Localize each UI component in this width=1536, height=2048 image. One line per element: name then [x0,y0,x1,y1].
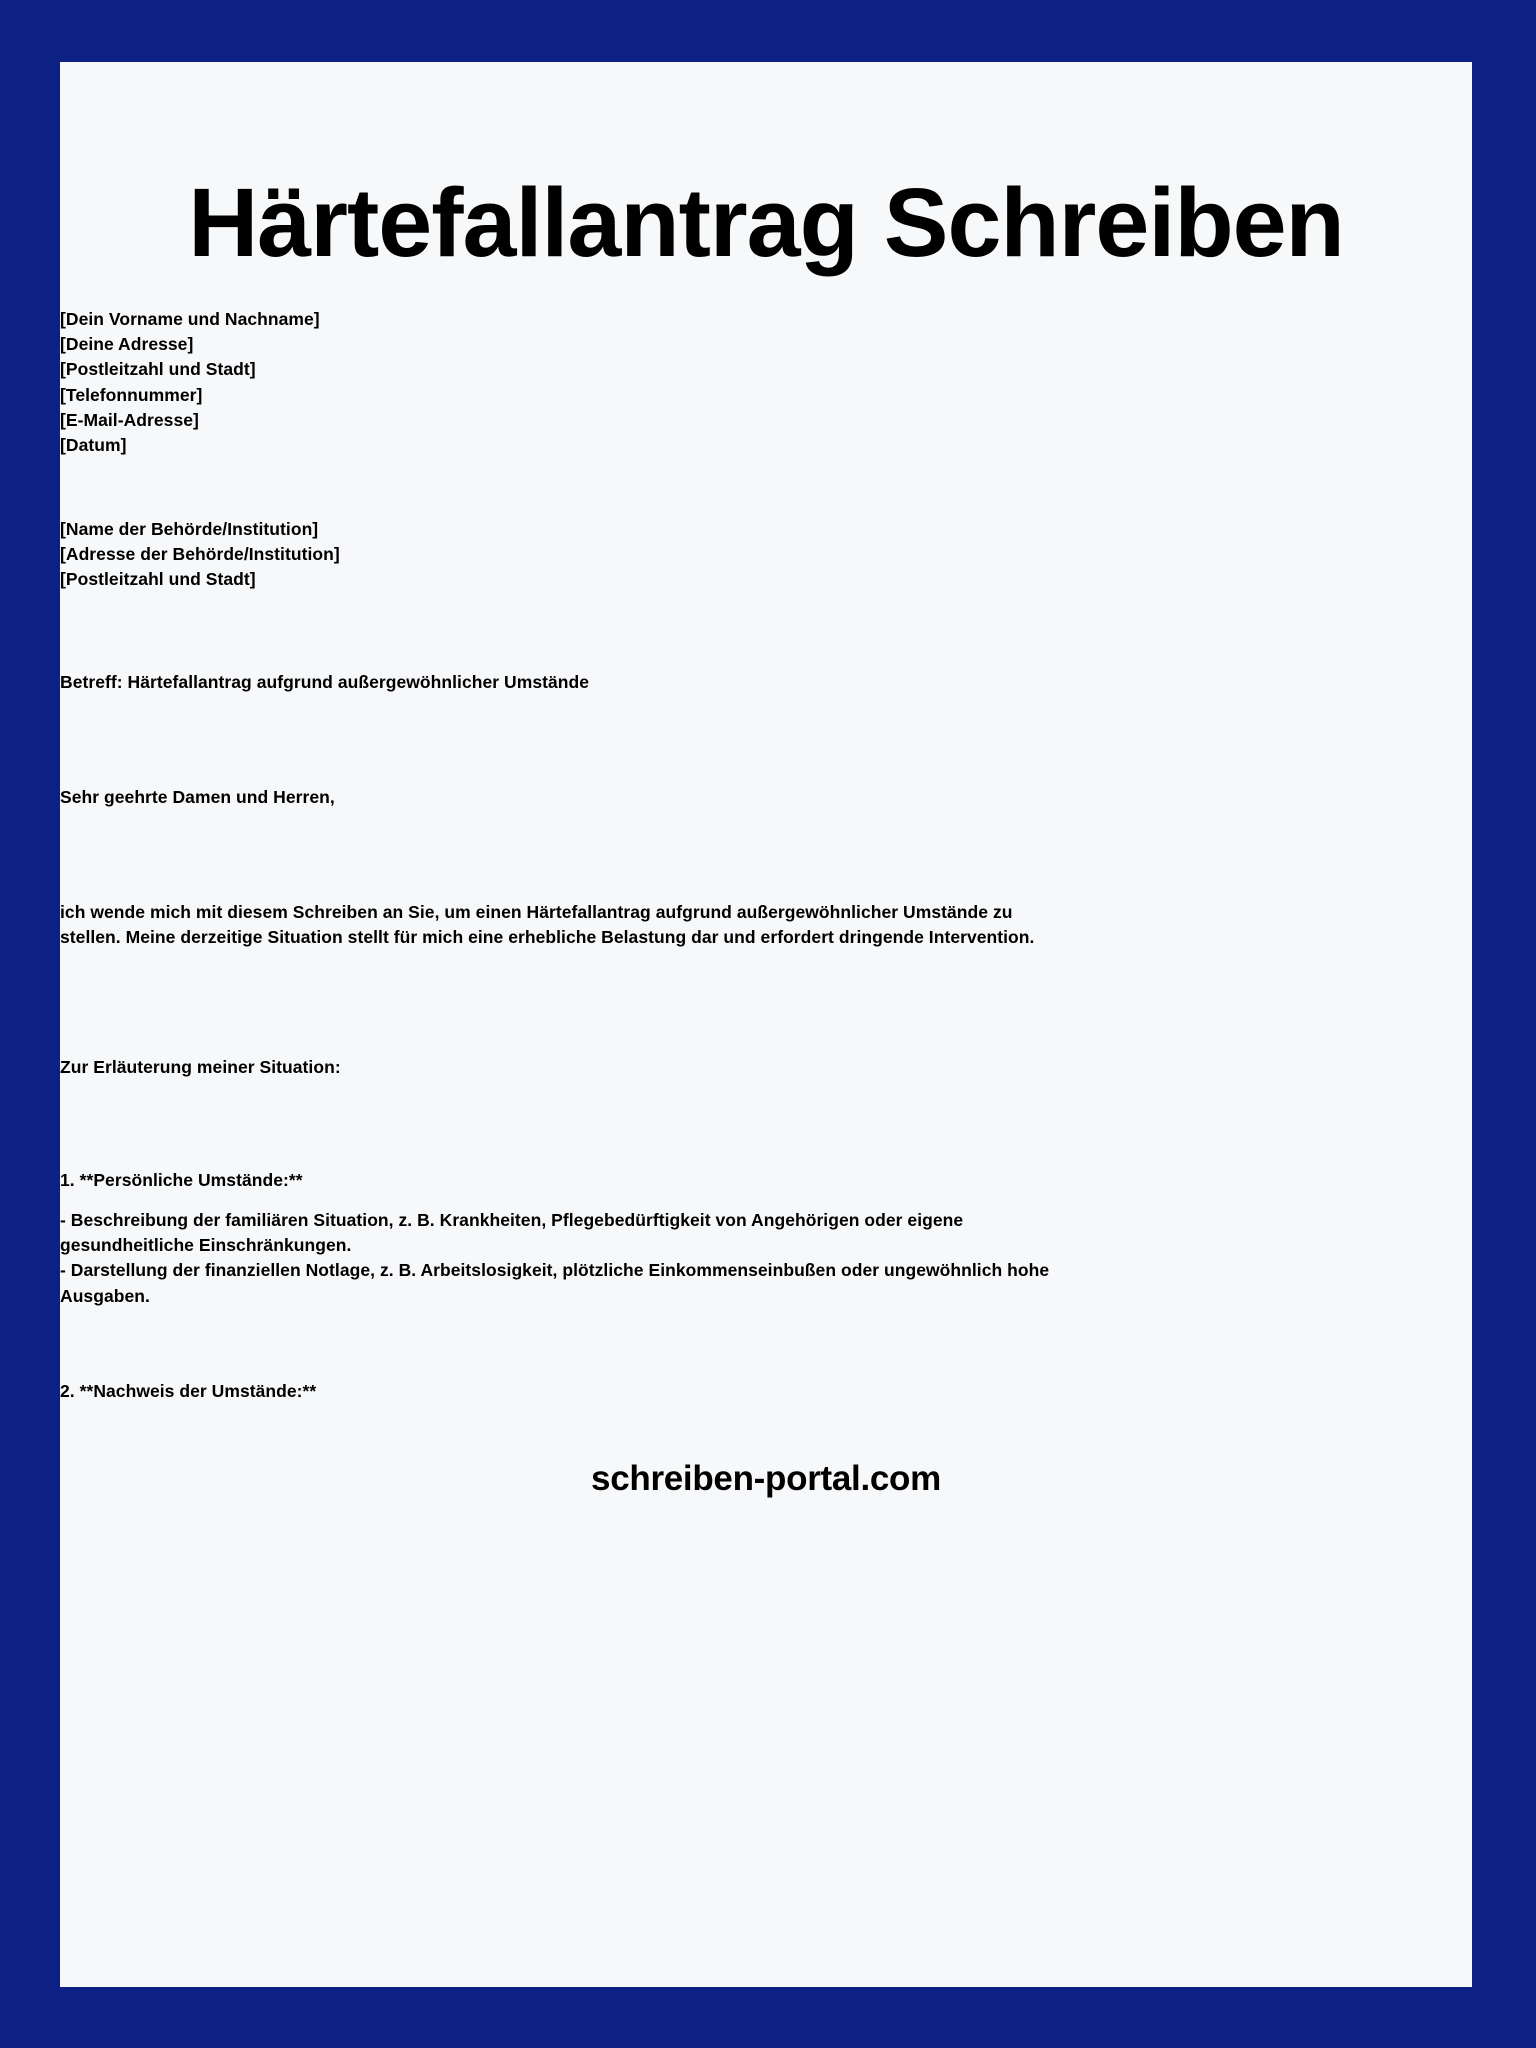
explanation-lead-text: Zur Erläuterung meiner Situation: [60,1057,341,1077]
recipient-line: [Name der Behörde/Institution] [60,519,319,539]
sender-address-block [60,307,320,458]
sender-line: [E-Mail-Adresse] [60,409,199,430]
subject-line [60,670,589,695]
salutation-text: Sehr geehrte Damen und Herren, [60,787,335,807]
document-sheet [60,62,1472,1987]
sender-line: [Deine Adresse] [60,334,194,355]
intro-paragraph-text: ich wende mich mit diesem Schreiben an Sie, um einen Härtefallantrag aufgrund außergewöhnlicher Umstände zu stellen. Meine derzeitige Situation stellt für mich eine erhebliche Belastung dar und erfordert dringende Intervention. [60,902,1035,948]
subject-text: Betreff: Härtefallantrag aufgrund außergewöhnlicher Umstände [60,672,590,692]
sender-line: [Postleitzahl und Stadt] [60,359,256,380]
salutation [60,785,335,810]
section-1-bullets [60,1208,1070,1309]
explanation-lead [60,1055,341,1080]
page-title: Härtefallantrag Schreiben [188,168,1344,277]
sender-line: [Telefonnummer] [60,384,203,405]
sender-line: [Dein Vorname und Nachname] [60,309,320,329]
bullet-item: - Darstellung der finanziellen Notlage, z. B. Arbeitslosigkeit, plötzliche Einkommenseinbußen oder ungewöhnlich hohe Ausgaben. [60,1260,1050,1306]
section-2-heading [60,1379,316,1404]
recipient-line: [Postleitzahl und Stadt] [60,569,256,590]
section-1-heading [60,1168,303,1193]
bullet-item: - Beschreibung der familiären Situation, z. B. Krankheiten, Pflegebedürftigkeit von Angehörigen oder eigene gesundheitliche Einschränkungen. [60,1210,964,1256]
section-1-heading-text: 1. **Persönliche Umstände:** [60,1170,303,1190]
recipient-address-block [60,517,340,593]
recipient-line: [Adresse der Behörde/Institution] [60,544,340,565]
section-2-heading-text: 2. **Nachweis der Umstände:** [60,1381,317,1401]
intro-paragraph [60,900,1060,950]
footer-brand: schreiben-portal.com [591,1459,941,1498]
sender-line: [Datum] [60,435,127,456]
